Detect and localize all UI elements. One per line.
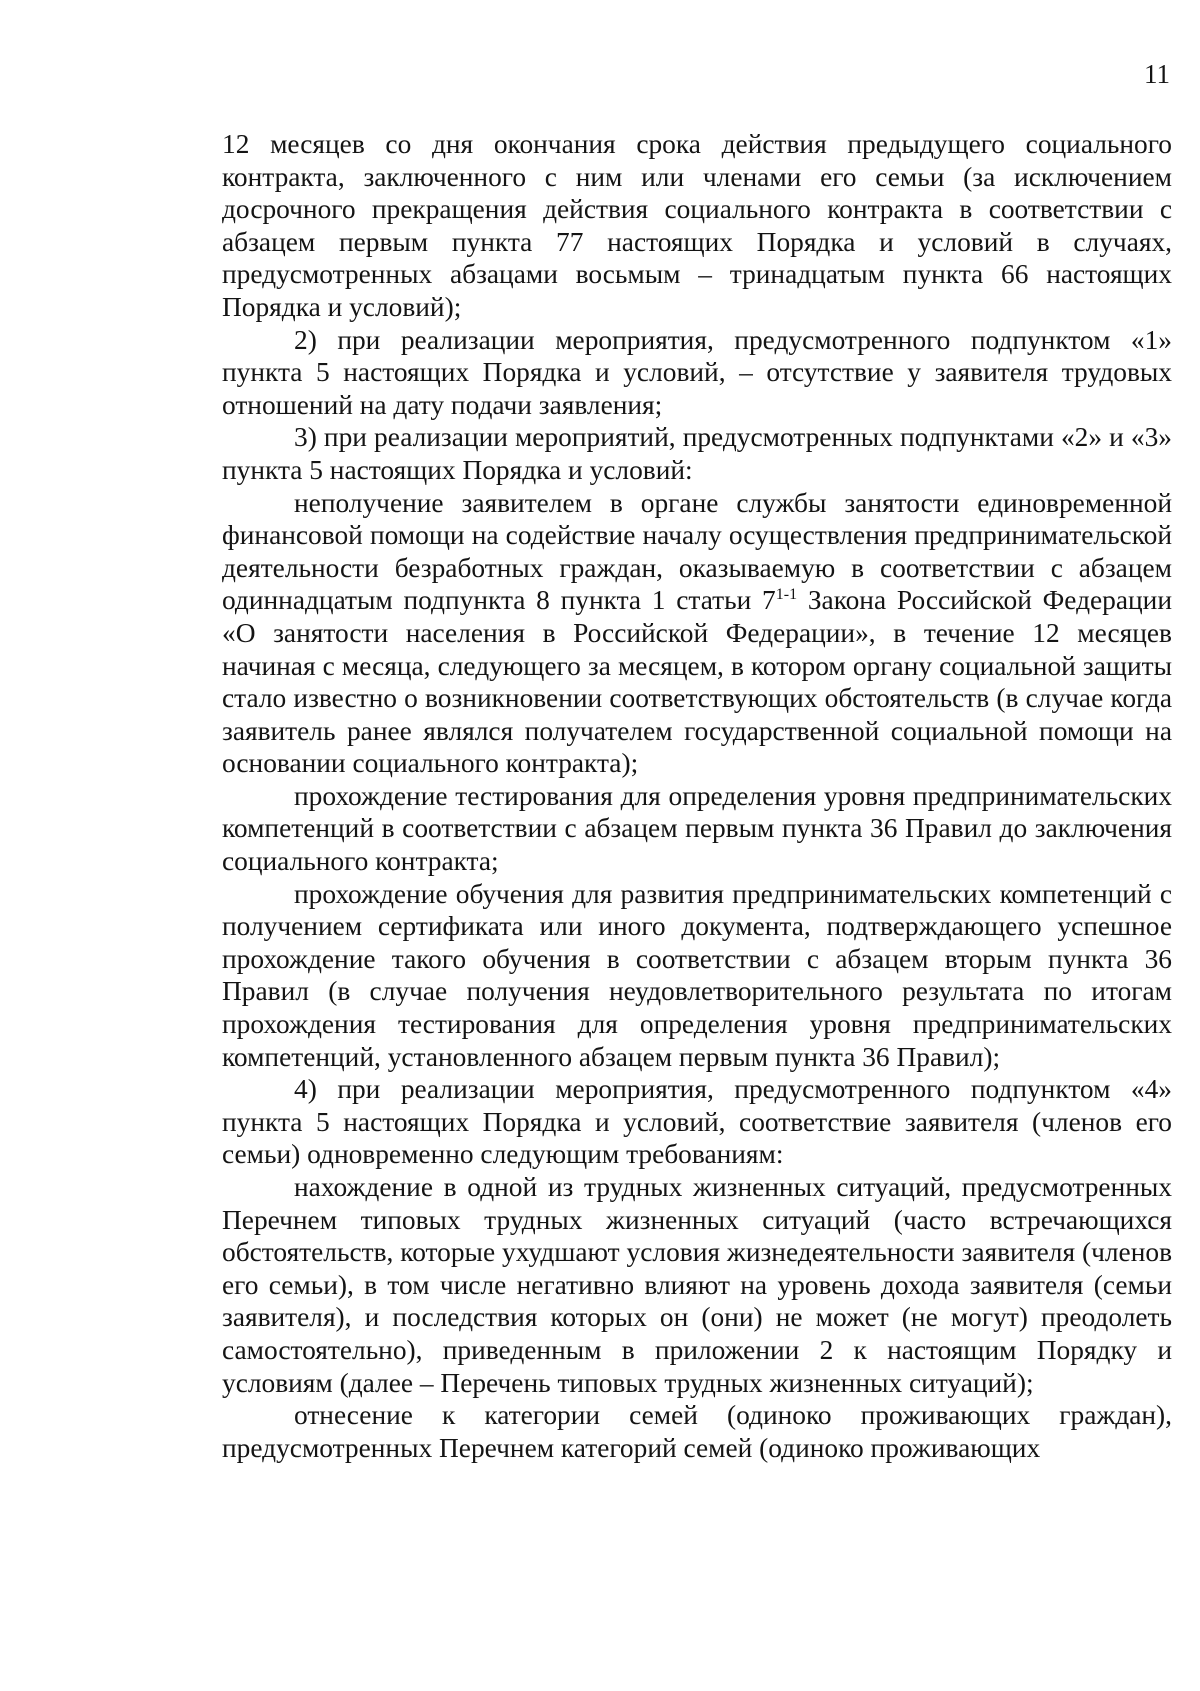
paragraph-1: 12 месяцев со дня окончания срока действия предыдущего социального контракта, заключенного с ним или членами его семьи (за исключением досрочного прекращения действия социального контракта в соответствии с абзацем первым пункта 77 настоящих Порядка и условий в случаях, предусмотренных абзацами восьмым – тринадцатым пункта 66 настоящих Порядка и условий);: [222, 129, 1172, 322]
document-body: [222, 128, 1172, 1464]
page-number: 11: [1144, 59, 1170, 89]
paragraph-9: отнесение к категории семей (одиноко проживающих граждан), предусмотренных Перечнем категорий семей (одиноко проживающих: [222, 1400, 1172, 1463]
article-superscript: 1-1: [775, 586, 798, 604]
paragraph-4-text-start: неполучение заявителем в органе службы занятости единовременной финансовой помощи на содействие началу осуществления предпринимательской деятельности безработных граждан, оказываемую в соответствии с абзацем одиннадцатым подпункта 8 пункта 1 статьи 7: [222, 487, 1172, 616]
paragraph-4: [222, 487, 1172, 780]
paragraph-8: нахождение в одной из трудных жизненных ситуаций, предусмотренных Перечнем типовых трудных жизненных ситуаций (часто встречающихся обстоятельств, которые ухудшают условия жизнедеятельности заявителя (членов его семьи), в том числе негативно влияют на уровень дохода заявителя (семьи заявителя), и последствия которых он (они) не может (не могут) преодолеть самостоятельно), приведенным в приложении 2 к настоящим Порядку и условиям (далее – Перечень типовых трудных жизненных ситуаций);: [222, 1172, 1172, 1398]
paragraph-3: 3) при реализации мероприятий, предусмотренных подпунктами «2» и «3» пункта 5 настоящих Порядка и условий:: [222, 422, 1172, 485]
paragraph-2: 2) при реализации мероприятия, предусмотренного подпунктом «1» пункта 5 настоящих Порядка и условий, – отсутствие у заявителя трудовых отношений на дату подачи заявления;: [222, 324, 1172, 420]
paragraph-4-text-end: Закона Российской Федерации «О занятости населения в Российской Федерации», в течение 12 месяцев начиная с месяца, следующего за месяцем, в котором органу социальной защиты стало известно о возникновении соответствующих обстоятельств (в случае когда заявитель ранее являлся получателем государственной социальной помощи на основании социального контракта);: [222, 585, 1172, 779]
paragraph-6: прохождение обучения для развития предпринимательских компетенций с получением сертификата или иного документа, подтверждающего успешное прохождение такого обучения в соответствии с абзацем вторым пункта 36 Правил (в случае получения неудовлетворительного результата по итогам прохождения тестирования для определения уровня предпринимательских компетенций, установленного абзацем первым пункта 36 Правил);: [222, 878, 1172, 1072]
paragraph-7: 4) при реализации мероприятия, предусмотренного подпунктом «4» пункта 5 настоящих Порядка и условий, соответствие заявителя (членов его семьи) одновременно следующим требованиям:: [222, 1074, 1172, 1170]
paragraph-5: прохождение тестирования для определения уровня предпринимательских компетенций в соответствии с абзацем первым пункта 36 Правил до заключения социального контракта;: [222, 780, 1172, 877]
